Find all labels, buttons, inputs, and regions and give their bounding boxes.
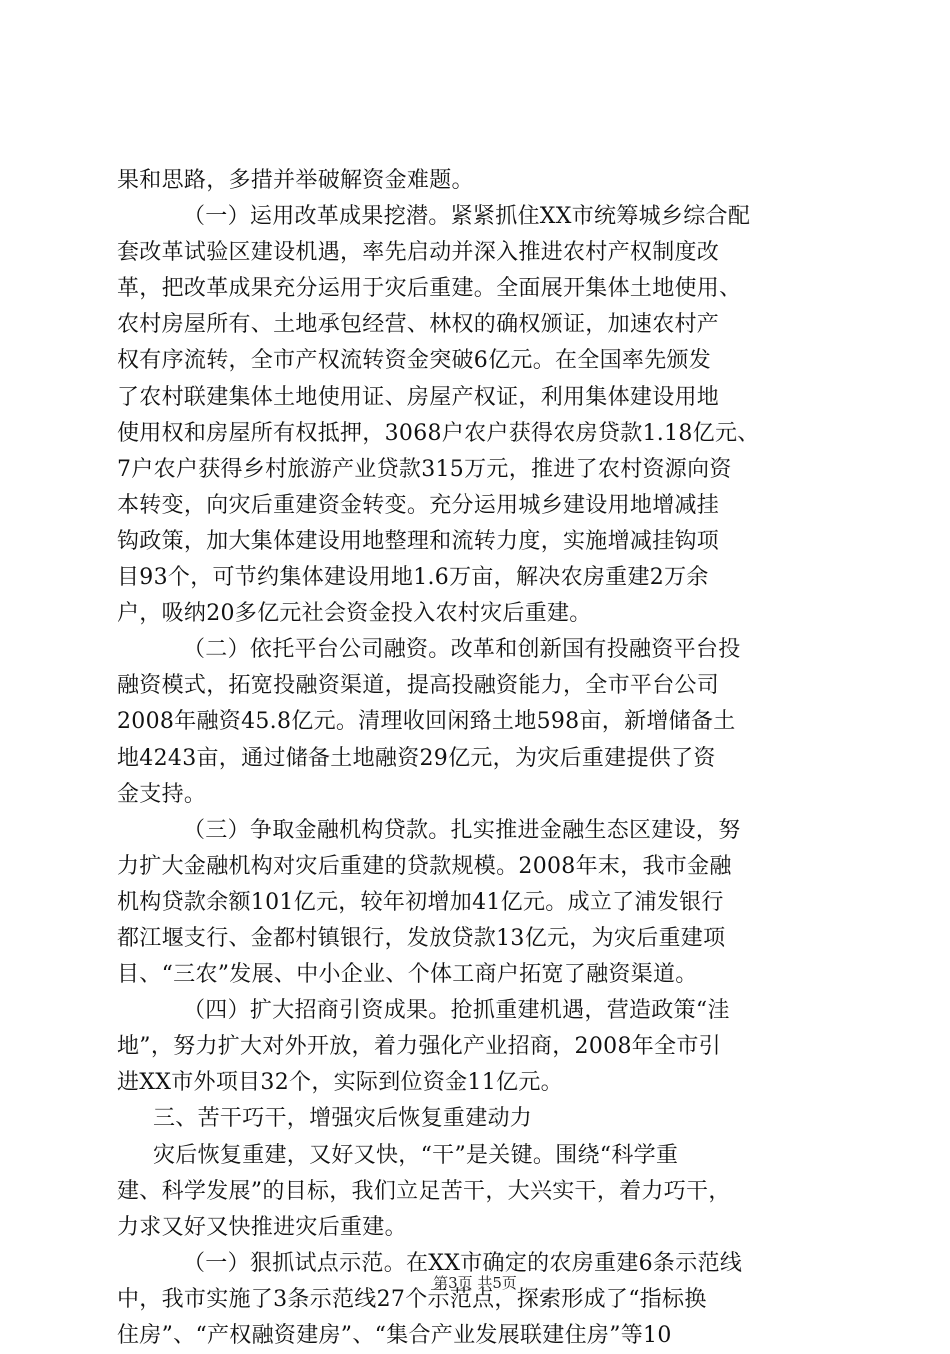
section-heading: 三、苦干巧干，增强灾后恢复重建动力 xyxy=(153,1106,533,1132)
text-line: 中，我市实施了3条示范线27个示范点，探索形成了“指标换 xyxy=(117,1286,707,1312)
text-line: 地”，努力扩大对外开放，着力强化产业招商，2008年全市引 xyxy=(117,1034,721,1060)
text-line: 钩政策，加大集体建设用地整理和流转力度，实施增减挂钩项 xyxy=(117,528,720,554)
text-line: 2008年融资45.8亿元。清理收回闲臵土地598亩，新增储备土 xyxy=(117,709,736,735)
text-line: 户，吸纳20多亿元社会资金投入农村灾后重建。 xyxy=(117,601,592,627)
paragraph-first-line: 灾后恢复重建，又好又快，“干”是关键。围绕“科学重 xyxy=(153,1142,679,1168)
text-line: 目、“三农”发展、中小企业、个体工商户拓宽了融资渠道。 xyxy=(117,962,698,988)
paragraph-first-line: （三）争取金融机构贷款。扎实推进金融生态区建设，努 xyxy=(183,817,741,843)
text-line: 套改革试验区建设机遇，率先启动并深入推进农村产权制度改 xyxy=(117,240,720,266)
text-line: 7户农户获得乡村旅游产业贷款315万元，推进了农村资源向资 xyxy=(117,456,732,482)
document-body xyxy=(117,163,837,1354)
text-line: 了农村联建集体土地使用证、房屋产权证，利用集体建设用地 xyxy=(117,384,720,410)
text-line: 使用权和房屋所有权抵押，3068户农户获得农房贷款1.18亿元、 xyxy=(117,420,760,446)
text-line: 融资模式，拓宽投融资渠道，提高投融资能力，全市平台公司 xyxy=(117,673,720,699)
text-line: 地4243亩，通过储备土地融资29亿元，为灾后重建提供了资 xyxy=(117,745,716,771)
paragraph-first-line: （一）狠抓试点示范。在XX市确定的农房重建6条示范线 xyxy=(183,1250,743,1276)
text-line: 农村房屋所有、土地承包经营、林权的确权颁证，加速农村产 xyxy=(117,312,720,338)
text-line: 住房”、“产权融资建房”、“集合产业发展联建住房”等10 xyxy=(117,1323,672,1348)
text-line: 果和思路，多措并举破解资金难题。 xyxy=(117,168,474,193)
text-line: 进XX市外项目32个，实际到位资金11亿元。 xyxy=(117,1070,563,1096)
page-number-footer: 第3页 共5页 xyxy=(433,1274,517,1292)
text-line: 权有序流转，全市产权流转资金突破6亿元。在全国率先颁发 xyxy=(117,348,712,374)
text-line: 力扩大金融机构对灾后重建的贷款规模。2008年末，我市金融 xyxy=(117,853,732,879)
text-line: 机构贷款余额101亿元，较年初增加41亿元。成立了浦发银行 xyxy=(117,889,724,915)
text-line: 革，把改革成果充分运用于灾后重建。全面展开集体土地使用、 xyxy=(117,276,742,302)
paragraph-first-line: （一）运用改革成果挖潜。紧紧抓住XX市统筹城乡综合配 xyxy=(183,204,751,230)
paragraph-first-line: （四）扩大招商引资成果。抢抓重建机遇，营造政策“洼 xyxy=(183,998,730,1024)
text-line: 金支持。 xyxy=(117,781,207,807)
text-line: 都江堰支行、金都村镇银行，发放贷款13亿元，为灾后重建项 xyxy=(117,925,726,951)
text-line: 力求又好又快推进灾后重建。 xyxy=(117,1214,407,1240)
text-line: 建、科学发展”的目标，我们立足苦干，大兴实干，着力巧干， xyxy=(117,1178,731,1204)
text-line: 目93个，可节约集体建设用地1.6万亩，解决农房重建2万余 xyxy=(117,565,709,591)
paragraph-first-line: （二）依托平台公司融资。改革和创新国有投融资平台投 xyxy=(183,637,741,663)
text-line: 本转变，向灾后重建资金转变。充分运用城乡建设用地增减挂 xyxy=(117,492,720,518)
